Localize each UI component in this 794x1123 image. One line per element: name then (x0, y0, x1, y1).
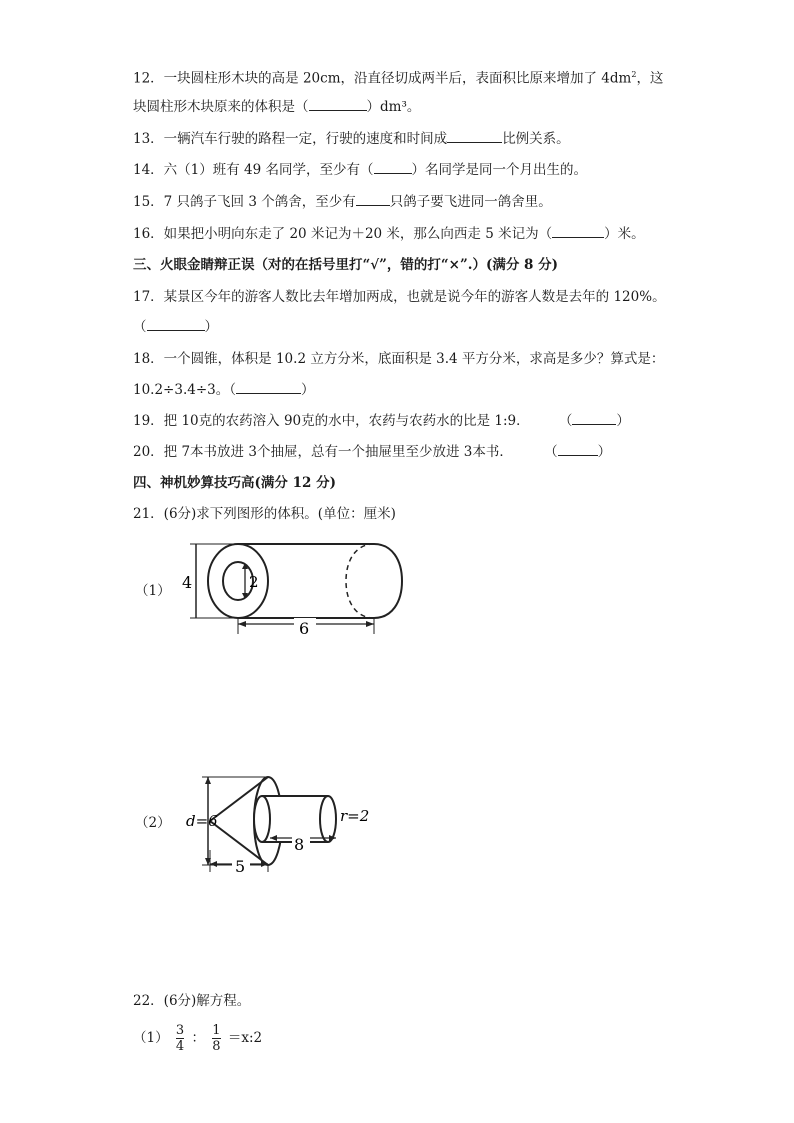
question-16: 16．如果把小明向东走了 20 米记为＋20 米，那么向西走 5 米记为（ ）米。 (133, 226, 645, 242)
cylinder-end-face (320, 796, 336, 842)
question-12-line1: 12．一块圆柱形木块的高是 20cm，沿直径切成两半后，表面积比原来增加了 $4dm^2$，这 (133, 70, 664, 87)
hollow-cylinder-figure (178, 536, 410, 640)
question-20: 20．把 7本书放进 3个抽屉，总有一个抽屉里至少放进 3本书． （ ） (133, 444, 612, 460)
cone-cylinder-figure (180, 772, 380, 876)
cylinder-front-face (254, 796, 270, 842)
question-22-title: 22．(6分)解方程。 (133, 993, 251, 1009)
question-22-equation: （1） $\frac{3}{4}$ ： $\frac{1}{8}$ ＝x:2 (133, 1023, 263, 1054)
answer-blank[interactable] (236, 381, 301, 394)
question-17-answer: （ ） (133, 319, 218, 335)
question-18-line2: 10.2÷3.4÷3。（ ） (133, 382, 315, 398)
question-12-line2: 块圆柱形木块原来的体积是（ ）dm³。 (133, 99, 421, 115)
fraction-3-4: $\frac{3}{4}$ (175, 1023, 185, 1054)
cylinder-hidden-edge (346, 544, 374, 618)
outer-diameter-label: 4 (182, 573, 193, 592)
answer-blank[interactable] (356, 193, 390, 206)
question-18-line1: 18．一个圆锥，体积是 10.2 立方分米，底面积是 3.4 平方分米，求高是多少？算式是： (133, 351, 665, 367)
answer-blank[interactable] (572, 412, 616, 425)
cylinder-right-end (374, 544, 402, 618)
figure-2-label: （2） (135, 815, 171, 831)
cylinder-length-label: 8 (294, 835, 305, 854)
fraction-1-8: $\frac{1}{8}$ (212, 1023, 221, 1054)
answer-blank[interactable] (147, 318, 205, 331)
question-17-line1: 17．某景区今年的游客人数比去年增加两成，也就是说今年的游客人数是去年的 120%。 (133, 289, 666, 305)
answer-blank[interactable] (558, 443, 598, 456)
inner-diameter-label: 2 (249, 573, 259, 591)
answer-blank[interactable] (309, 98, 367, 111)
length-label: 6 (299, 619, 310, 638)
question-13: 13．一辆汽车行驶的路程一定，行驶的速度和时间成 比例关系。 (133, 131, 570, 147)
question-19: 19．把 10克的农药溶入 90克的水中，农药与农药水的比是 1:9． （ ） (133, 413, 630, 429)
answer-blank[interactable] (374, 161, 412, 174)
answer-blank[interactable] (447, 130, 502, 143)
diameter-label: d=6 (186, 812, 218, 830)
cone-height-label: 5 (235, 857, 246, 876)
question-14: 14．六（1）班有 49 名同学，至少有（ ）名同学是同一个月出生的。 (133, 162, 588, 178)
section-3-heading: 三、火眼金睛辩正误（对的在括号里打“√”，错的打“×”.）(满分 8 分) (133, 257, 559, 273)
question-21-title: 21．(6分)求下列图形的体积。(单位：厘米) (133, 506, 396, 522)
answer-blank[interactable] (552, 225, 604, 238)
radius-label: r=2 (340, 807, 370, 825)
section-4-heading: 四、神机妙算技巧高(满分 12 分) (133, 475, 336, 491)
figure-1-label: （1） (135, 583, 171, 599)
question-15: 15．7 只鸽子飞回 3 个鸽舍，至少有 只鸽子要飞进同一鸽舍里。 (133, 194, 552, 210)
